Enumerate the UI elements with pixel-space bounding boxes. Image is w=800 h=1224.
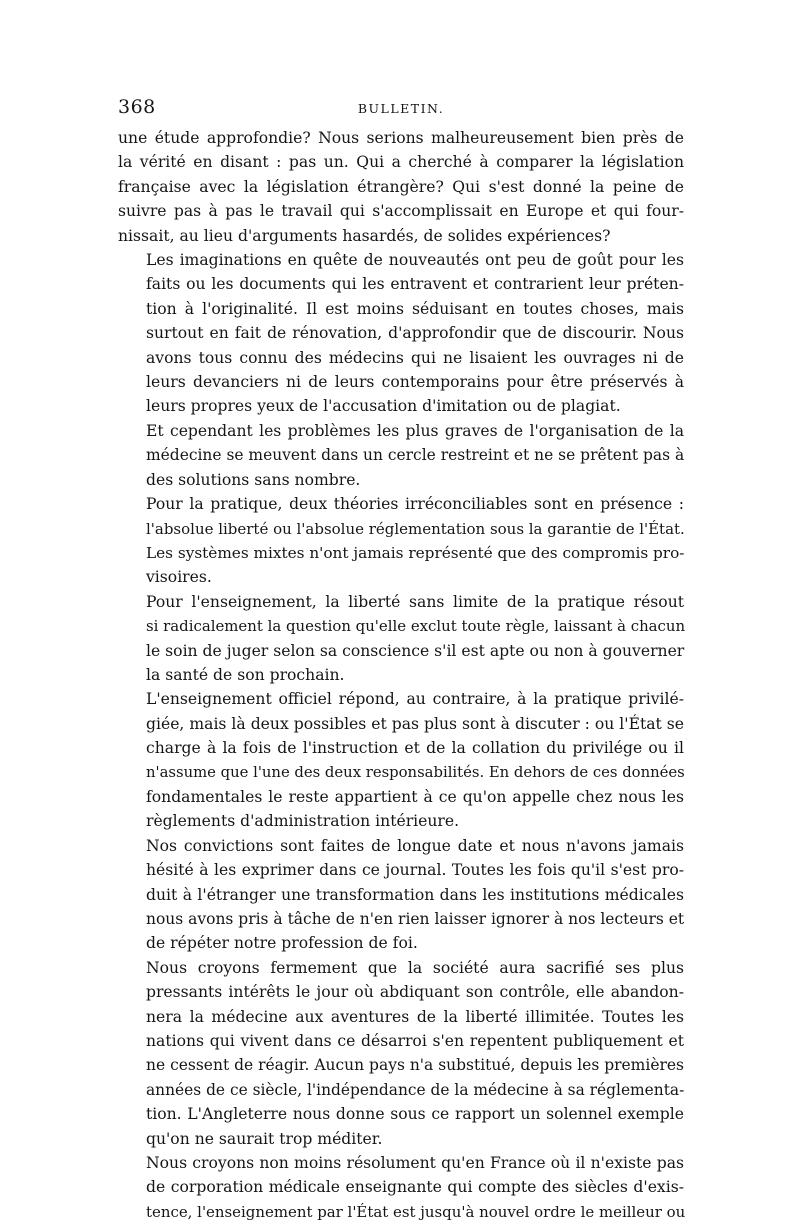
text-line: pressants intérêts le jour où abdiquant son contrôle, elle abandon- xyxy=(146,983,684,1002)
text-line: la vérité en disant : pas un. Qui a cherché à comparer la législation xyxy=(118,153,684,172)
text-line: si radicalement la question qu'elle exclut toute règle, laissant à chacun xyxy=(146,617,686,636)
text-line: giée, mais là deux possibles et pas plus sont à discuter : ou l'État se xyxy=(146,714,684,733)
text-line: Et cependant les problèmes les plus graves de l'organisation de la xyxy=(146,421,684,440)
text-line: Nos convictions sont faites de longue date et nous n'avons jamais xyxy=(146,836,684,855)
text-line: ne cessent de réagir. Aucun pays n'a substitué, depuis les premières xyxy=(146,1056,684,1075)
text-line: nations qui vivent dans ce désarroi s'en repentent publiquement et xyxy=(146,1032,684,1051)
paragraph xyxy=(118,248,684,419)
text-line: tion. L'Angleterre nous donne sous ce rapport un solennel exemple xyxy=(146,1105,684,1124)
text-line: leurs devanciers ni de leurs contemporains pour être préservés à xyxy=(146,373,684,392)
text-line: Pour la pratique, deux théories irréconciliables sont en présence : xyxy=(146,495,684,514)
paragraph xyxy=(118,956,684,1151)
text-line: faits ou les documents qui les entravent et contrarient leur préten- xyxy=(146,275,684,294)
text-line: l'absolue liberté ou l'absolue réglementation sous la garantie de l'État. xyxy=(146,519,685,538)
text-line: Pour l'enseignement, la liberté sans limite de la pratique résout xyxy=(146,592,684,611)
text-line: règlements d'administration intérieure. xyxy=(146,812,460,831)
text-line: Les systèmes mixtes n'ont jamais représenté que des compromis pro- xyxy=(146,543,685,562)
paragraph xyxy=(118,834,684,956)
page-header xyxy=(118,96,684,126)
text-line: tion à l'originalité. Il est moins séduisant en toutes choses, mais xyxy=(146,299,684,318)
text-line: Nous croyons fermement que la société aura sacrifié ses plus xyxy=(146,958,684,977)
text-line: suivre pas à pas le travail qui s'accomplissait en Europe et qui four- xyxy=(118,202,684,221)
paragraph xyxy=(118,419,684,492)
text-line: avons tous connu des médecins qui ne lisaient les ouvrages ni de xyxy=(146,348,684,367)
text-line: de répéter notre profession de foi. xyxy=(146,934,418,953)
text-line: charge à la fois de l'instruction et de la collation du privilége ou il xyxy=(146,739,684,758)
body-text xyxy=(118,126,684,1224)
text-line: tence, l'enseignement par l'État est jusqu'à nouvel ordre le meilleur ou xyxy=(146,1202,686,1221)
running-head: BULLETIN. xyxy=(357,101,445,116)
paragraph xyxy=(118,687,684,833)
text-line: une étude approfondie? Nous serions malheureusement bien près de xyxy=(118,129,684,147)
paragraph xyxy=(118,1151,684,1224)
text-line: des solutions sans nombre. xyxy=(146,470,361,489)
text-line: de corporation médicale enseignante qui compte des siècles d'exis- xyxy=(146,1178,684,1197)
paragraph xyxy=(118,492,684,590)
text-line: médecine se meuvent dans un cercle restreint et ne se prêtent pas à xyxy=(146,446,685,465)
text-line: n'assume que l'une des deux responsabilités. En dehors de ces données xyxy=(146,763,685,781)
text-line: surtout en fait de rénovation, d'approfondir que de discourir. Nous xyxy=(146,324,684,343)
text-line: nera la médecine aux aventures de la liberté illimitée. Toutes les xyxy=(146,1007,684,1026)
text-line: duit à l'étranger une transformation dans les institutions médicales xyxy=(146,885,684,904)
text-line: nissait, au lieu d'arguments hasardés, de solides expériences? xyxy=(118,226,611,245)
text-line: la santé de son prochain. xyxy=(146,665,345,684)
text-line: fondamentales le reste appartient à ce qu'on appelle chez nous les xyxy=(146,787,684,806)
text-line: qu'on ne saurait trop méditer. xyxy=(146,1129,383,1148)
text-line: le soin de juger selon sa conscience s'il est apte ou non à gouverner xyxy=(146,641,685,660)
text-line: L'enseignement officiel répond, au contraire, à la pratique privilé- xyxy=(146,690,684,709)
text-line: française avec la législation étrangère? Qui s'est donné la peine de xyxy=(118,177,684,196)
text-line: années de ce siècle, l'indépendance de la médecine à sa réglementa- xyxy=(146,1080,685,1099)
paragraph xyxy=(118,126,684,248)
text-line: nous avons pris à tâche de n'en rien laisser ignorer à nos lecteurs et xyxy=(146,910,685,928)
text-line: leurs propres yeux de l'accusation d'imitation ou de plagiat. xyxy=(146,397,621,416)
text-line: Nous croyons non moins résolument qu'en France où il n'existe pas xyxy=(146,1154,684,1173)
paragraph xyxy=(118,590,684,688)
text-line: hésité à les exprimer dans ce journal. Toutes les fois qu'il s'est pro- xyxy=(146,861,684,880)
page-number: 368 xyxy=(118,96,156,118)
text-line: Les imaginations en quête de nouveautés ont peu de goût pour les xyxy=(146,251,684,270)
text-line: visoires. xyxy=(146,568,212,587)
